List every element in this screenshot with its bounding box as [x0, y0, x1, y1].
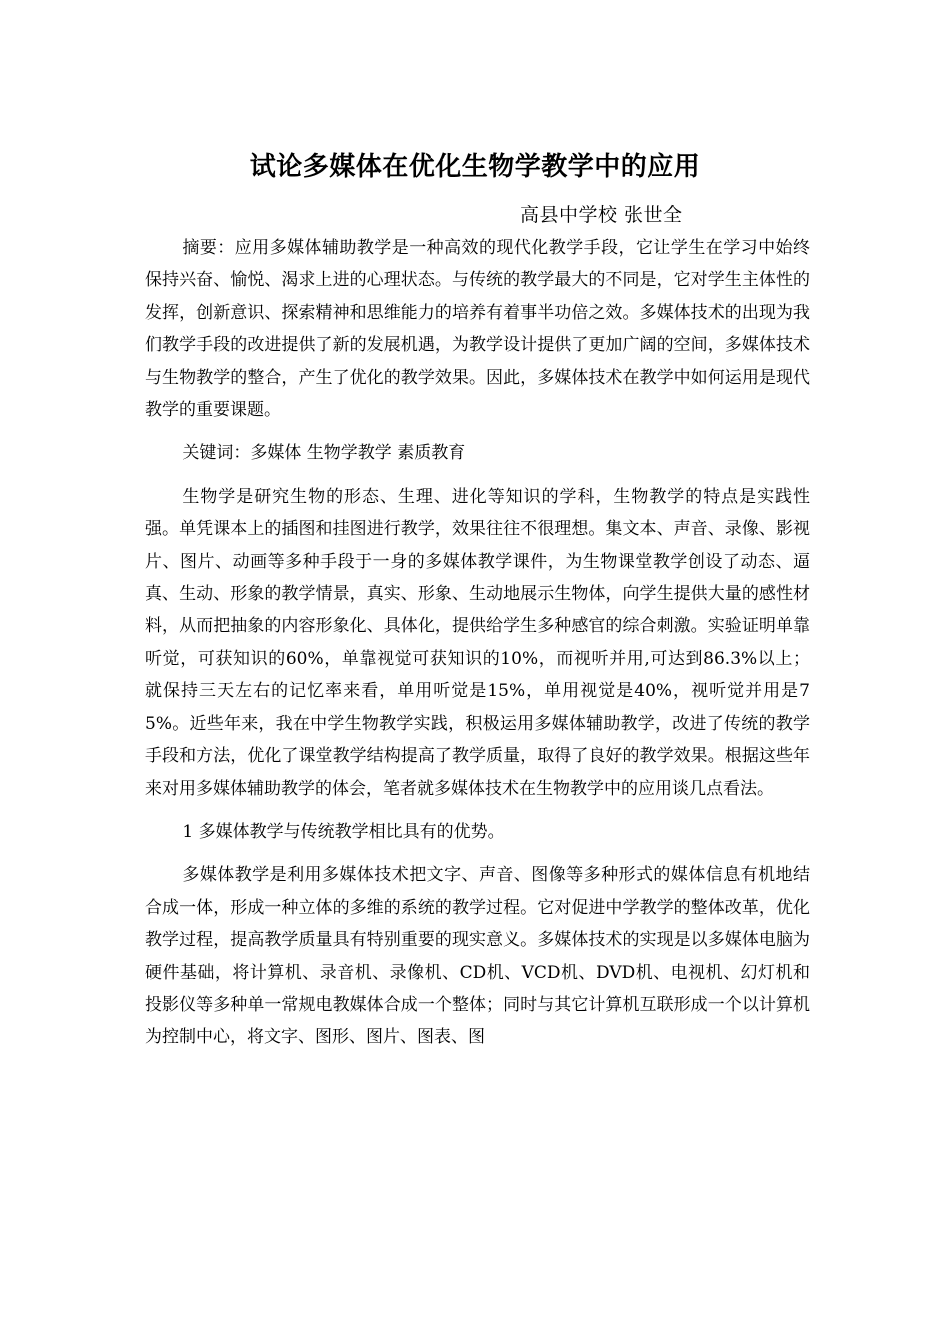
- section-paragraph: 多媒体教学是利用多媒体技术把文字、声音、图像等多种形式的媒体信息有机地结合成一体，形成一种立体的多维的系统的教学过程。它对促进中学教学的整体改革，优化教学过程，提高教学质量具有特别重要的现实意义。多媒体技术的实现是以多媒体电脑为硬件基础，将计算机、录音机、录像机、CD机、VCD机、DVD机、电视机、幻灯机和投影仪等多种单一常规电教媒体合成一个整体；同时与其它计算机互联形成一个以计算机为控制中心，将文字、图形、图片、图表、图: [145, 865, 810, 1048]
- keywords-paragraph: 关键词：多媒体 生物学教学 素质教育: [182, 443, 466, 464]
- abstract-paragraph: 摘要：应用多媒体辅助教学是一种高效的现代化教学手段，它让学生在学习中始终保持兴奋、愉悦、渴求上进的心理状态。与传统的教学最大的不同是，它对学生主体性的发挥，创新意识、探索精神和思维能力的培养有着事半功倍之效。多媒体技术的出现为我们教学手段的改进提供了新的发展机遇，为教学设计提供了更加广阔的空间，多媒体技术与生物教学的整合，产生了优化的教学效果。因此，多媒体技术在教学中如何运用是现代教学的重要课题。: [145, 238, 810, 421]
- intro-paragraph: 生物学是研究生物的形态、生理、进化等知识的学科，生物教学的特点是实践性强。单凭课本上的插图和挂图进行教学，效果往往不很理想。集文本、声音、录像、影视片、图片、动画等多种手段于一身的多媒体教学课件，为生物课堂教学创设了动态、逼真、生动、形象的教学情景，真实、形象、生动地展示生物体，向学生提供大量的感性材料，从而把抽象的内容形象化、具体化，提供给学生多种感官的综合刺激。实验证明单靠听觉，可获知识的60%，单靠视觉可获知识的10%，而视听并用,可达到86.3%以上； 就保持三天左右的记忆率来看，单用听觉是15%，单用视觉是40%，视听觉并用是75%。近些年来，我在中学生物教学实践，积极运用多媒体辅助教学，改进了传统的教学手段和方法，优化了课堂教学结构提高了教学质量，取得了良好的教学效果。根据这些年来对用多媒体辅助教学的体会，笔者就多媒体技术在生物教学中的应用谈几点看法。: [145, 486, 810, 799]
- document-author: 高县中学校 张世全: [520, 204, 683, 226]
- document-title: 试论多媒体在优化生物学教学中的应用: [249, 152, 701, 182]
- section-heading: 1 多媒体教学与传统教学相比具有的优势。: [182, 821, 505, 842]
- document-body: [145, 232, 810, 1065]
